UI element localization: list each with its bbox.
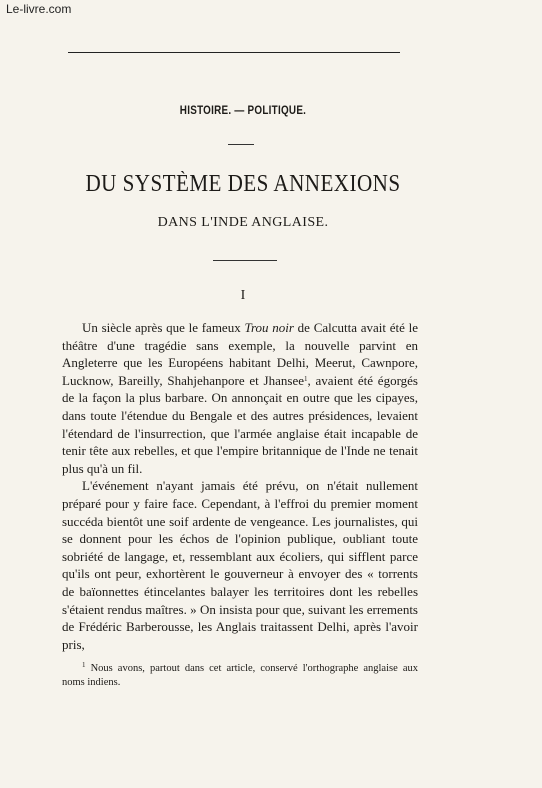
chapter-numeral: I bbox=[240, 288, 246, 303]
paragraph-1-text-b: de Calcutta avait été le théâtre d'une tragédie sans exemple, la nouvelle parvint en Angleterre que les Européens habitant Delhi, Meerut, Cawnpore, Lucknow, Bareilly, Shahjehanpore et Jhansee bbox=[62, 320, 419, 388]
article-subtitle: DANS L'INDE ANGLAISE. bbox=[157, 215, 329, 230]
paragraph-1 bbox=[62, 319, 418, 477]
footnote bbox=[62, 662, 418, 690]
italic-phrase: Trou noir bbox=[244, 320, 294, 335]
section-heading: HISTOIRE. — POLITIQUE. bbox=[179, 105, 307, 117]
footnote-marker: 1 bbox=[304, 374, 308, 383]
paragraph-1-text-c: , avaient été égorgés de la façon la plus barbare. On annonçait en outre que les cipayes, dans toute l'étendue du Bengale et des autres présidences, levaient l'étendard de l'insurrection, que l'armée anglaise était incapable de tenir tête aux rebelles, et que l'empire britannique de l'Inde ne tenait plus qu'à un fil. bbox=[62, 372, 418, 476]
watermark: Le-livre.com bbox=[6, 2, 72, 16]
body-text bbox=[62, 319, 418, 653]
article-title: DU SYSTÈME DES ANNEXIONS bbox=[85, 171, 401, 197]
ornament-rule-top bbox=[228, 144, 254, 145]
ornament-rule-bottom bbox=[213, 260, 277, 261]
header-rule bbox=[68, 52, 400, 53]
paragraph-2: L'événement n'ayant jamais été prévu, on n'était nullement préparé pour y faire face. Cependant, à l'effroi du premier moment succéda bientôt une soif ardente de vengeance. Les journalistes, qui se donnent pour les échos de l'opinion publique, oubliant toute sobriété de langage, et, ressemblant aux écoliers, qui sifflent parce qu'ils ont peur, exhortèrent le gouverneur à envoyer des « torrents de baïonnettes étincelantes balayer les territoires dont les rebelles s'étaient rendus maîtres. » On insista pour que, suivant les errements de Frédéric Barberousse, les Anglais traitassent Delhi, après l'avoir pris, bbox=[62, 478, 418, 652]
footnote-text: Nous avons, partout dans cet article, conservé l'orthographe anglaise aux noms indiens. bbox=[62, 663, 418, 688]
paragraph-1-text-a: Un siècle après que le fameux bbox=[82, 320, 245, 335]
footnote-number: 1 bbox=[82, 661, 86, 669]
